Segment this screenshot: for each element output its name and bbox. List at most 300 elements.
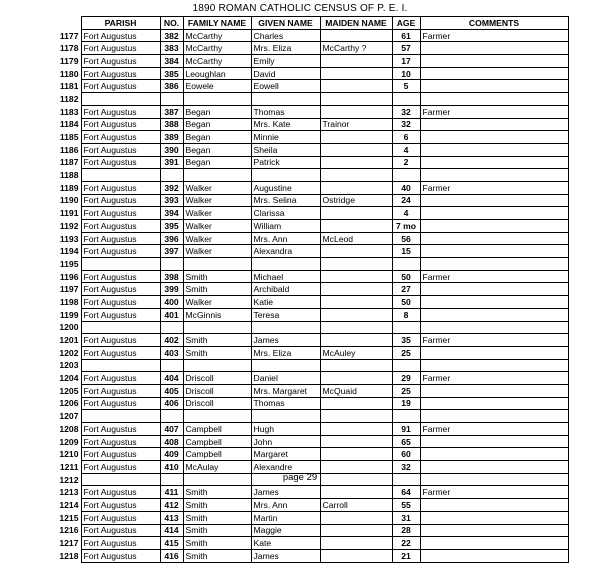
number-cell: 414 <box>160 524 183 537</box>
maiden-name-cell <box>320 93 392 106</box>
maiden-name-cell <box>320 105 392 118</box>
page-title: 1890 ROMAN CATHOLIC CENSUS OF P. E. I. <box>192 3 408 14</box>
comments-cell <box>420 308 568 321</box>
given-name-cell: Michael <box>251 270 320 283</box>
maiden-name-cell: Trainor <box>320 118 392 131</box>
given-name-cell: Thomas <box>251 105 320 118</box>
family-name-cell <box>183 169 251 182</box>
table-row <box>47 169 568 182</box>
row-number: 1183 <box>59 106 79 117</box>
maiden-name-cell <box>320 537 392 550</box>
family-name-cell: Walker <box>183 232 251 245</box>
given-name-cell <box>251 169 320 182</box>
row-number: 1218 <box>59 550 79 561</box>
given-name-cell: Mrs. Eliza <box>251 42 320 55</box>
family-name-cell: McCarthy <box>183 55 251 68</box>
given-name-cell: Minnie <box>251 131 320 144</box>
comments-cell <box>420 131 568 144</box>
row-number: 1217 <box>59 538 79 549</box>
age-cell: 60 <box>392 448 420 461</box>
maiden-name-cell <box>320 334 392 347</box>
age-cell: 32 <box>392 105 420 118</box>
comments-cell <box>420 220 568 233</box>
header-comments: COMMENTS <box>420 17 568 30</box>
number-cell: 415 <box>160 537 183 550</box>
parish-cell: Fort Augustus <box>81 448 160 461</box>
given-name-cell: Augustine <box>251 181 320 194</box>
age-cell: 4 <box>392 143 420 156</box>
parish-cell: Fort Augustus <box>81 156 160 169</box>
row-number: 1211 <box>59 461 79 472</box>
row-number: 1214 <box>59 499 79 510</box>
age-cell: 40 <box>392 181 420 194</box>
maiden-name-cell <box>320 372 392 385</box>
maiden-name-cell <box>320 80 392 93</box>
comments-cell <box>420 359 568 372</box>
comments-cell <box>420 384 568 397</box>
parish-cell: Fort Augustus <box>81 245 160 258</box>
maiden-name-cell <box>320 270 392 283</box>
table-row <box>47 435 568 448</box>
table-row <box>47 194 568 207</box>
family-name-cell <box>183 93 251 106</box>
row-number: 1181 <box>59 81 79 92</box>
age-cell: 10 <box>392 67 420 80</box>
family-name-cell: Walker <box>183 194 251 207</box>
table-row <box>47 499 568 512</box>
given-name-cell: Mrs. Selina <box>251 194 320 207</box>
table-row <box>47 410 568 423</box>
comments-cell <box>420 245 568 258</box>
parish-cell: Fort Augustus <box>81 499 160 512</box>
comments-cell <box>420 397 568 410</box>
parish-cell <box>81 93 160 106</box>
parish-cell: Fort Augustus <box>81 131 160 144</box>
given-name-cell: Patrick <box>251 156 320 169</box>
parish-cell: Fort Augustus <box>81 308 160 321</box>
number-cell: 410 <box>160 461 183 474</box>
comments-cell <box>420 435 568 448</box>
row-number: 1190 <box>59 195 79 206</box>
row-number: 1186 <box>59 144 79 155</box>
row-number: 1193 <box>59 233 79 244</box>
maiden-name-cell: McAuley <box>320 346 392 359</box>
row-number: 1182 <box>59 93 79 104</box>
table-row <box>47 397 568 410</box>
given-name-cell: Charles <box>251 29 320 42</box>
comments-cell <box>420 511 568 524</box>
number-cell <box>160 258 183 271</box>
comments-cell <box>420 55 568 68</box>
row-number: 1205 <box>59 385 79 396</box>
maiden-name-cell <box>320 308 392 321</box>
age-cell: 15 <box>392 245 420 258</box>
family-name-cell: Campbell <box>183 448 251 461</box>
comments-cell <box>420 410 568 423</box>
maiden-name-cell <box>320 524 392 537</box>
table-row <box>47 283 568 296</box>
maiden-name-cell <box>320 220 392 233</box>
number-cell: 387 <box>160 105 183 118</box>
maiden-name-cell <box>320 321 392 334</box>
age-cell: 91 <box>392 423 420 436</box>
table-row <box>47 80 568 93</box>
table-row <box>47 270 568 283</box>
row-number: 1185 <box>59 132 79 143</box>
family-name-cell: Driscoll <box>183 397 251 410</box>
row-number: 1200 <box>59 322 79 333</box>
given-name-cell <box>251 359 320 372</box>
comments-cell <box>420 296 568 309</box>
family-name-cell <box>183 410 251 423</box>
row-number: 1197 <box>59 284 79 295</box>
row-number: 1196 <box>59 271 79 282</box>
given-name-cell: William <box>251 220 320 233</box>
row-number: 1177 <box>59 30 79 41</box>
table-row <box>47 511 568 524</box>
parish-cell <box>81 359 160 372</box>
maiden-name-cell <box>320 511 392 524</box>
family-name-cell: Began <box>183 131 251 144</box>
age-cell: 55 <box>392 499 420 512</box>
age-cell: 50 <box>392 296 420 309</box>
maiden-name-cell <box>320 29 392 42</box>
given-name-cell: Alexandra <box>251 245 320 258</box>
table-row <box>47 321 568 334</box>
given-name-cell: Clarissa <box>251 207 320 220</box>
comments-cell <box>420 80 568 93</box>
family-name-cell: Smith <box>183 346 251 359</box>
age-cell <box>392 93 420 106</box>
given-name-cell: James <box>251 549 320 562</box>
parish-cell: Fort Augustus <box>81 232 160 245</box>
number-cell <box>160 93 183 106</box>
row-number: 1198 <box>59 296 79 307</box>
given-name-cell: Emily <box>251 55 320 68</box>
comments-cell: Farmer <box>420 181 568 194</box>
parish-cell: Fort Augustus <box>81 423 160 436</box>
maiden-name-cell: McLeod <box>320 232 392 245</box>
parish-cell: Fort Augustus <box>81 486 160 499</box>
row-number: 1201 <box>59 335 79 346</box>
age-cell: 32 <box>392 118 420 131</box>
family-name-cell: Eowele <box>183 80 251 93</box>
row-number: 1215 <box>59 512 79 523</box>
age-cell: 2 <box>392 156 420 169</box>
comments-cell: Farmer <box>420 105 568 118</box>
parish-cell: Fort Augustus <box>81 296 160 309</box>
age-cell: 8 <box>392 308 420 321</box>
number-cell: 411 <box>160 486 183 499</box>
number-cell: 406 <box>160 397 183 410</box>
table-row <box>47 42 568 55</box>
given-name-cell: David <box>251 67 320 80</box>
row-number: 1187 <box>59 157 79 168</box>
table-row <box>47 143 568 156</box>
parish-cell <box>81 410 160 423</box>
family-name-cell: McGinnis <box>183 308 251 321</box>
comments-cell <box>420 283 568 296</box>
family-name-cell <box>183 258 251 271</box>
maiden-name-cell: McQuaid <box>320 384 392 397</box>
number-cell: 397 <box>160 245 183 258</box>
family-name-cell: McAulay <box>183 461 251 474</box>
maiden-name-cell <box>320 359 392 372</box>
parish-cell: Fort Augustus <box>81 270 160 283</box>
number-cell: 407 <box>160 423 183 436</box>
row-number: 1199 <box>59 309 79 320</box>
row-number: 1202 <box>59 347 79 358</box>
age-cell: 5 <box>392 80 420 93</box>
age-cell: 61 <box>392 29 420 42</box>
given-name-cell <box>251 321 320 334</box>
age-cell: 56 <box>392 232 420 245</box>
family-name-cell: Walker <box>183 296 251 309</box>
number-cell <box>160 410 183 423</box>
maiden-name-cell <box>320 549 392 562</box>
number-cell: 394 <box>160 207 183 220</box>
table-row <box>47 537 568 550</box>
number-cell: 388 <box>160 118 183 131</box>
family-name-cell: Smith <box>183 334 251 347</box>
age-cell: 35 <box>392 334 420 347</box>
maiden-name-cell <box>320 143 392 156</box>
number-cell <box>160 359 183 372</box>
comments-cell <box>420 42 568 55</box>
parish-cell <box>81 321 160 334</box>
table-row <box>47 448 568 461</box>
header-parish: PARISH <box>81 17 160 30</box>
given-name-cell: Maggie <box>251 524 320 537</box>
maiden-name-cell: McCarthy ? <box>320 42 392 55</box>
given-name-cell <box>251 258 320 271</box>
comments-cell <box>420 499 568 512</box>
row-number: 1178 <box>59 43 79 54</box>
comments-cell <box>420 321 568 334</box>
table-row <box>47 55 568 68</box>
number-cell: 391 <box>160 156 183 169</box>
number-cell: 412 <box>160 499 183 512</box>
parish-cell: Fort Augustus <box>81 549 160 562</box>
family-name-cell <box>183 359 251 372</box>
table-row <box>47 131 568 144</box>
parish-cell: Fort Augustus <box>81 55 160 68</box>
number-cell: 386 <box>160 80 183 93</box>
family-name-cell: Smith <box>183 499 251 512</box>
parish-cell <box>81 169 160 182</box>
given-name-cell: Mrs. Kate <box>251 118 320 131</box>
parish-cell: Fort Augustus <box>81 105 160 118</box>
comments-cell: Farmer <box>420 270 568 283</box>
age-cell: 64 <box>392 486 420 499</box>
maiden-name-cell <box>320 181 392 194</box>
given-name-cell: Martin <box>251 511 320 524</box>
family-name-cell: Walker <box>183 220 251 233</box>
maiden-name-cell <box>320 435 392 448</box>
family-name-cell: Began <box>183 118 251 131</box>
parish-cell: Fort Augustus <box>81 511 160 524</box>
comments-cell <box>420 207 568 220</box>
maiden-name-cell <box>320 486 392 499</box>
number-cell: 413 <box>160 511 183 524</box>
comments-cell <box>420 118 568 131</box>
age-cell <box>392 359 420 372</box>
age-cell: 50 <box>392 270 420 283</box>
comments-cell <box>420 448 568 461</box>
table-row <box>47 29 568 42</box>
age-cell: 28 <box>392 524 420 537</box>
age-cell <box>392 410 420 423</box>
number-cell: 383 <box>160 42 183 55</box>
number-cell: 404 <box>160 372 183 385</box>
given-name-cell: Teresa <box>251 308 320 321</box>
maiden-name-cell: Ostridge <box>320 194 392 207</box>
family-name-cell: Began <box>183 156 251 169</box>
comments-cell <box>420 169 568 182</box>
row-number: 1203 <box>59 360 79 371</box>
given-name-cell: Mrs. Ann <box>251 499 320 512</box>
row-number: 1180 <box>59 68 79 79</box>
family-name-cell: Began <box>183 143 251 156</box>
table-row <box>47 232 568 245</box>
age-cell: 32 <box>392 461 420 474</box>
family-name-cell: Smith <box>183 511 251 524</box>
comments-cell: Farmer <box>420 423 568 436</box>
family-name-cell: Campbell <box>183 423 251 436</box>
header-no: NO. <box>160 17 183 30</box>
parish-cell: Fort Augustus <box>81 384 160 397</box>
table-row <box>47 524 568 537</box>
page-number: page 29 <box>282 472 318 483</box>
parish-cell: Fort Augustus <box>81 524 160 537</box>
given-name-cell: Katie <box>251 296 320 309</box>
row-number: 1188 <box>59 170 79 181</box>
comments-cell <box>420 258 568 271</box>
table-row <box>47 220 568 233</box>
parish-cell: Fort Augustus <box>81 194 160 207</box>
comments-cell <box>420 156 568 169</box>
number-cell: 402 <box>160 334 183 347</box>
age-cell: 25 <box>392 346 420 359</box>
header-given-name: GIVEN NAME <box>251 17 320 30</box>
comments-cell <box>420 67 568 80</box>
table-row <box>47 308 568 321</box>
row-number: 1179 <box>59 55 79 66</box>
family-name-cell: McCarthy <box>183 42 251 55</box>
given-name-cell: Thomas <box>251 397 320 410</box>
row-number: 1204 <box>59 373 79 384</box>
comments-cell: Farmer <box>420 486 568 499</box>
row-number: 1195 <box>59 258 79 269</box>
maiden-name-cell <box>320 67 392 80</box>
parish-cell: Fort Augustus <box>81 537 160 550</box>
given-name-cell: Mrs. Ann <box>251 232 320 245</box>
maiden-name-cell <box>320 448 392 461</box>
family-name-cell: McCarthy <box>183 29 251 42</box>
number-cell: 392 <box>160 181 183 194</box>
age-cell: 27 <box>392 283 420 296</box>
number-cell: 409 <box>160 448 183 461</box>
parish-cell: Fort Augustus <box>81 283 160 296</box>
age-cell: 57 <box>392 42 420 55</box>
given-name-cell: Sheila <box>251 143 320 156</box>
header-family-name: FAMILY NAME <box>183 17 251 30</box>
number-cell <box>160 321 183 334</box>
table-row <box>47 296 568 309</box>
age-cell: 4 <box>392 207 420 220</box>
row-number: 1207 <box>59 411 79 422</box>
table-row <box>47 423 568 436</box>
row-number: 1192 <box>59 220 79 231</box>
given-name-cell <box>251 93 320 106</box>
table-row <box>47 67 568 80</box>
age-cell <box>392 169 420 182</box>
row-number: 1212 <box>59 474 79 485</box>
comments-cell: Farmer <box>420 29 568 42</box>
row-number: 1209 <box>59 436 79 447</box>
family-name-cell: Smith <box>183 537 251 550</box>
maiden-name-cell <box>320 258 392 271</box>
number-cell: 396 <box>160 232 183 245</box>
parish-cell: Fort Augustus <box>81 207 160 220</box>
parish-cell: Fort Augustus <box>81 181 160 194</box>
age-cell: 65 <box>392 435 420 448</box>
number-cell: 408 <box>160 435 183 448</box>
given-name-cell: James <box>251 334 320 347</box>
parish-cell: Fort Augustus <box>81 143 160 156</box>
number-cell: 389 <box>160 131 183 144</box>
given-name-cell <box>251 410 320 423</box>
family-name-cell: Driscoll <box>183 372 251 385</box>
table-row <box>47 359 568 372</box>
row-number: 1189 <box>59 182 79 193</box>
family-name-cell: Smith <box>183 270 251 283</box>
family-name-cell: Smith <box>183 524 251 537</box>
parish-cell: Fort Augustus <box>81 372 160 385</box>
family-name-cell: Smith <box>183 486 251 499</box>
parish-cell: Fort Augustus <box>81 461 160 474</box>
table-row <box>47 118 568 131</box>
parish-cell: Fort Augustus <box>81 346 160 359</box>
maiden-name-cell <box>320 410 392 423</box>
header-row-number <box>47 17 81 30</box>
age-cell: 6 <box>392 131 420 144</box>
maiden-name-cell <box>320 397 392 410</box>
parish-cell <box>81 258 160 271</box>
parish-cell: Fort Augustus <box>81 220 160 233</box>
comments-cell <box>420 93 568 106</box>
maiden-name-cell: Carroll <box>320 499 392 512</box>
family-name-cell: Walker <box>183 245 251 258</box>
given-name-cell: Mrs. Margaret <box>251 384 320 397</box>
maiden-name-cell <box>320 423 392 436</box>
table-row <box>47 384 568 397</box>
number-cell: 416 <box>160 549 183 562</box>
number-cell: 401 <box>160 308 183 321</box>
age-cell: 29 <box>392 372 420 385</box>
number-cell: 382 <box>160 29 183 42</box>
family-name-cell: Campbell <box>183 435 251 448</box>
age-cell <box>392 258 420 271</box>
family-name-cell: Smith <box>183 283 251 296</box>
maiden-name-cell <box>320 169 392 182</box>
table-row <box>47 334 568 347</box>
given-name-cell: Alexandre <box>251 461 320 474</box>
number-cell: 385 <box>160 67 183 80</box>
parish-cell: Fort Augustus <box>81 29 160 42</box>
maiden-name-cell <box>320 245 392 258</box>
parish-cell: Fort Augustus <box>81 397 160 410</box>
